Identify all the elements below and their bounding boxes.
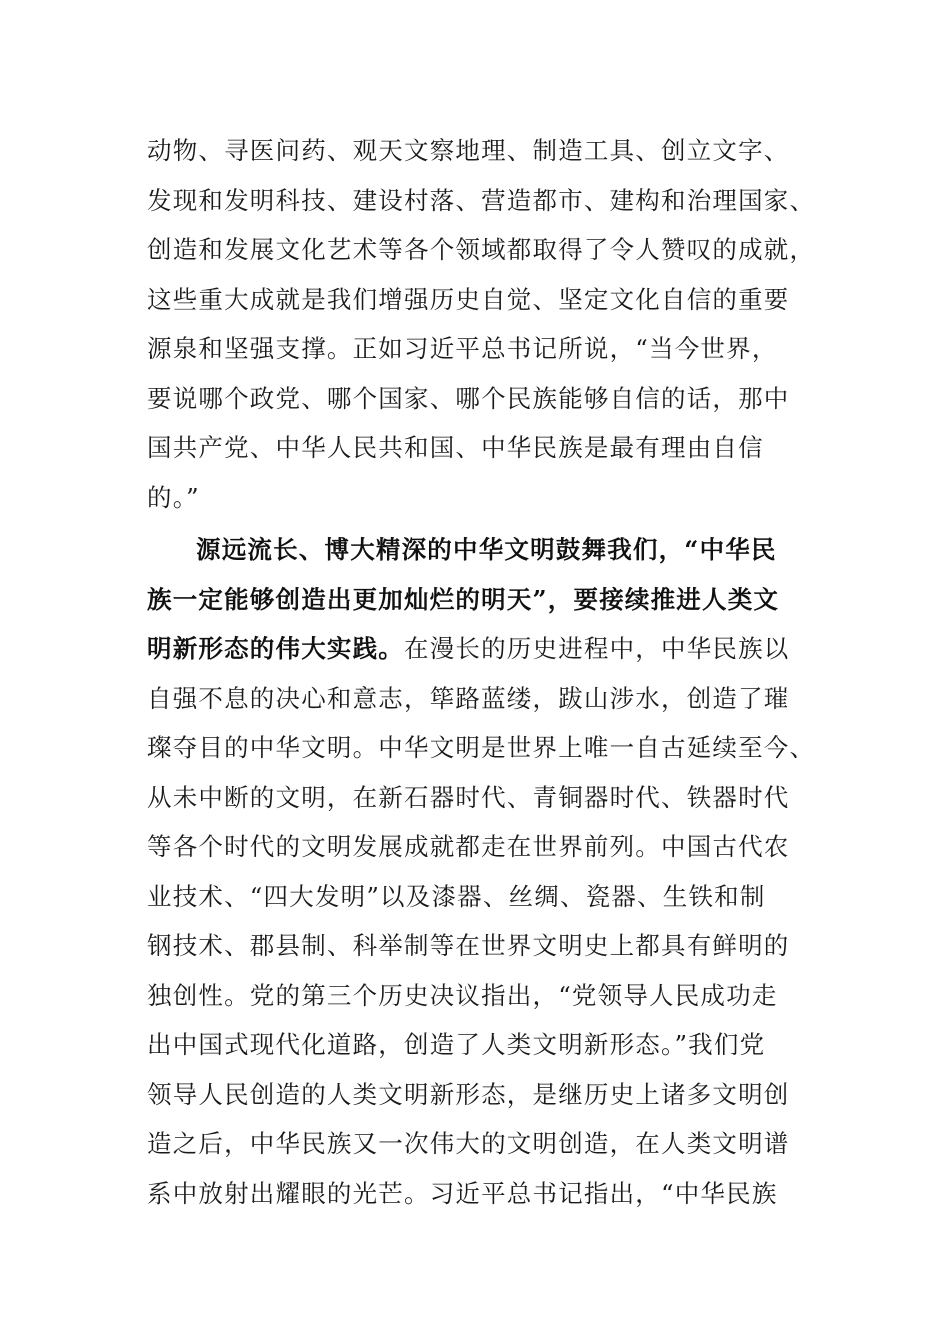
paragraph-1 (147, 126, 816, 522)
text-line: 创造和发展文化艺术等各个领域都取得了令人赞叹的成就， (147, 235, 816, 264)
bold-heading-end: 明新形态的伟大实践。 (147, 634, 404, 663)
text-line: 等各个时代的文明发展成就都走在世界前列。中国古代农 (147, 832, 790, 861)
text-line: 系中放射出耀眼的光芒。习近平总书记指出，“中华民族 (147, 1178, 778, 1208)
paragraph-2 (147, 525, 816, 1218)
text-line: 业技术、“四大发明”以及漆器、丝绸、瓷器、生铁和制 (147, 881, 766, 911)
text-line: 璨夺目的中华文明。中华文明是世界上唯一自古延续至今、 (147, 733, 816, 762)
text-line: 的。” (147, 482, 200, 512)
text-line: 动物、寻医问药、观天文察地理、制造工具、创立文字、 (147, 136, 790, 165)
bold-heading-line: 族一定能够创造出更加灿烂的明天”，要接续推进人类文 (147, 584, 780, 614)
text-line: 出中国式现代化道路，创造了人类文明新形态。”我们党 (147, 1030, 766, 1059)
text-line: 这些重大成就是我们增强历史自觉、坚定文化自信的重要 (147, 284, 790, 314)
mixed-line (147, 624, 807, 674)
bold-heading-line: 源远流长、博大精深的中华文明鼓舞我们，“中华民 (196, 535, 777, 564)
body-text-start: 在漫长的历史进程中，中华民族以 (404, 634, 790, 663)
text-line: 要说哪个政党、哪个国家、哪个民族能够自信的话，那中 (147, 383, 790, 413)
text-line: 源泉和坚强支撑。正如习近平总书记所说，“当今世界， (147, 334, 778, 363)
text-line: 钢技术、郡县制、科举制等在世界文明史上都具有鲜明的 (147, 931, 790, 960)
text-line: 国共产党、中华人民共和国、中华民族是最有理由自信 (147, 433, 764, 462)
text-line: 从未中断的文明，在新石器时代、青铜器时代、铁器时代 (147, 782, 790, 812)
text-line: 发现和发明科技、建设村落、营造都市、建构和治理国家、 (147, 185, 816, 215)
text-line: 领导人民创造的人类文明新形态，是继历史上诸多文明创 (147, 1079, 790, 1109)
text-line: 造之后，中华民族又一次伟大的文明创造，在人类文明谱 (147, 1129, 790, 1158)
text-line: 自强不息的决心和意志，筚路蓝缕，跋山涉水，创造了璀 (147, 683, 790, 713)
text-line: 独创性。党的第三个历史决议指出，“党领导人民成功走 (147, 980, 778, 1010)
